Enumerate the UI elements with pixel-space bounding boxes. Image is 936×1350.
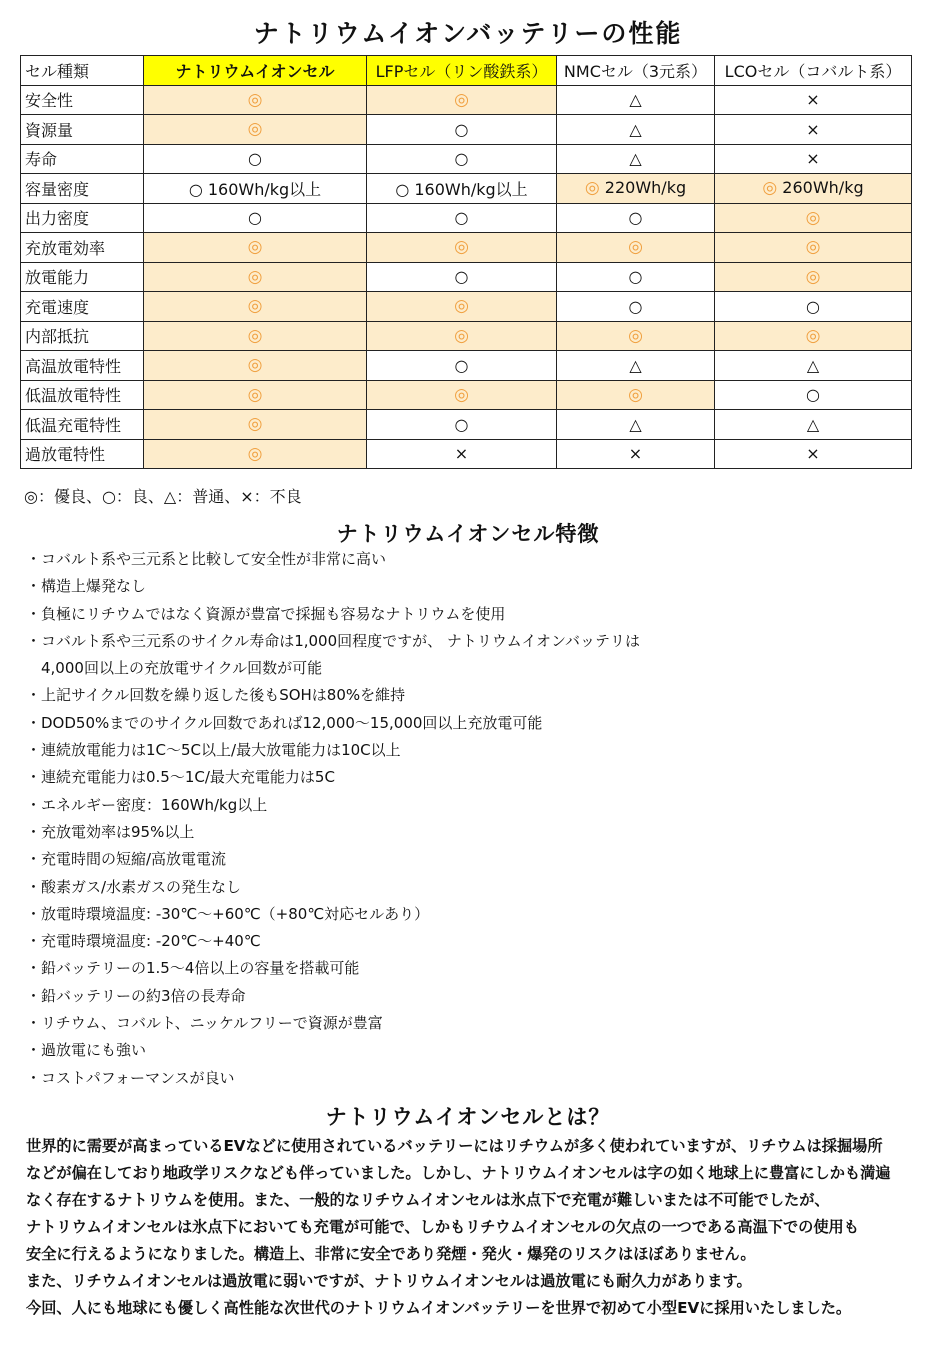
table-cell: × — [715, 115, 912, 145]
table-cell: ○ 160Wh/kg以上 — [367, 174, 557, 204]
table-cell: ○ — [367, 351, 557, 381]
header-cell-lfp: LFPセル（リン酸鉄系） — [367, 56, 557, 86]
table-cell — [715, 174, 912, 204]
table-row — [21, 85, 912, 115]
table-row — [21, 203, 912, 233]
excellent-mark: ◎ — [628, 325, 643, 346]
table-cell: × — [715, 439, 912, 469]
feature-item: ・連続充電能力は0.5～1C/最大充電能力は5C — [26, 768, 335, 787]
table-cell — [557, 233, 715, 263]
excellent-mark: ◎ — [247, 89, 263, 110]
feature-item: 4,000回以上の充放電サイクル回数が可能 — [26, 659, 323, 678]
table-cell — [715, 203, 912, 233]
feature-item: ・DOD50%までのサイクル回数であれば12,000～15,000回以上充放電可能 — [26, 713, 543, 732]
excellent-mark: ◎ — [247, 355, 263, 376]
table-cell — [715, 321, 912, 351]
feature-item: ・鉛バッテリーの1.5～4倍以上の容量を搭載可能 — [26, 959, 360, 978]
excellent-mark: ◎ — [628, 237, 643, 258]
feature-item: ・エネルギー密度：160Wh/kg以上 — [26, 795, 268, 814]
feature-item: ・リチウム、コバルト、ニッケルフリーで資源が豊富 — [26, 1014, 383, 1033]
legend: ◎：優良、○：良、△：普通、×：不良 — [24, 487, 302, 506]
excellent-mark: ◎ — [454, 89, 469, 110]
excellent-mark: ◎ — [805, 325, 821, 346]
table-cell: ○ — [557, 203, 715, 233]
table-cell: ○ — [367, 262, 557, 292]
features-list — [26, 549, 640, 1095]
excellent-mark: ◎ — [805, 207, 821, 228]
feature-item: ・負極にリチウムではなく資源が豊富で採掘も容易なナトリウムを使用 — [26, 604, 506, 623]
table-cell: △ — [557, 410, 715, 440]
table-cell: × — [557, 439, 715, 469]
excellent-mark: ◎ — [454, 384, 469, 405]
table-cell: ○ 160Wh/kg以上 — [144, 174, 367, 204]
excellent-mark: ◎ — [247, 119, 263, 140]
row-label: 安全性 — [21, 85, 144, 115]
about-line: 安全に行えるようになりました。構造上、非常に安全であり発煙・発火・爆発のリスクはほぼありません。 — [26, 1245, 756, 1263]
row-label: 充電速度 — [21, 292, 144, 322]
table-cell — [367, 380, 557, 410]
feature-item: ・コストパフォーマンスが良い — [26, 1068, 235, 1087]
table-row — [21, 410, 912, 440]
row-label: 高温放電特性 — [21, 351, 144, 381]
row-label: 資源量 — [21, 115, 144, 145]
table-cell — [144, 262, 367, 292]
table-header-row — [21, 56, 912, 86]
about-line: ナトリウムイオンセルは氷点下においても充電が可能で、しかもリチウムイオンセルの欠点の一つである高温下での使用も — [26, 1218, 859, 1236]
excellent-mark: ◎ — [584, 178, 600, 199]
about-paragraph — [26, 1133, 921, 1322]
table-cell: △ — [557, 351, 715, 381]
feature-item: ・過放電にも強い — [26, 1041, 147, 1060]
about-line: また、リチウムイオンセルは過放電に弱いですが、ナトリウムイオンセルは過放電にも耐久力があります。 — [26, 1272, 752, 1290]
header-cell-lco: LCOセル（コバルト系） — [715, 56, 912, 86]
row-label: 低温放電特性 — [21, 380, 144, 410]
table-cell: △ — [557, 85, 715, 115]
excellent-mark: ◎ — [247, 384, 263, 405]
about-line: 今回、人にも地球にも優しく高性能な次世代のナトリウムイオンバッテリーを世界で初めて小型EVに採用いたしました。 — [26, 1299, 852, 1317]
table-cell: ○ — [144, 203, 367, 233]
table-row — [21, 233, 912, 263]
table-row — [21, 115, 912, 145]
header-cell-sodium: ナトリウムイオンセル — [144, 56, 367, 86]
table-cell: × — [715, 144, 912, 174]
excellent-mark: ◎ — [247, 443, 263, 464]
about-line: 世界的に需要が高まっているEVなどに使用されているバッテリーにはリチウムが多く使われていますが、リチウムは採掘場所 — [26, 1137, 883, 1155]
table-cell — [144, 85, 367, 115]
table-cell: ○ — [715, 380, 912, 410]
table-row — [21, 380, 912, 410]
table-cell: × — [367, 439, 557, 469]
excellent-mark: ◎ — [454, 325, 469, 346]
table-row — [21, 321, 912, 351]
excellent-mark: ◎ — [247, 266, 263, 287]
row-label: 寿命 — [21, 144, 144, 174]
table-cell — [144, 292, 367, 322]
row-label: 容量密度 — [21, 174, 144, 204]
row-label: 内部抵抗 — [21, 321, 144, 351]
features-heading: ナトリウムイオンセル特徴 — [336, 522, 600, 546]
table-cell — [144, 115, 367, 145]
row-label: 低温充電特性 — [21, 410, 144, 440]
header-cell-nmc: NMCセル（3元系） — [557, 56, 715, 86]
feature-item: ・充電時環境温度: -20℃～+40℃ — [26, 932, 261, 951]
table-cell — [715, 262, 912, 292]
feature-item: ・鉛バッテリーの約3倍の長寿命 — [26, 986, 246, 1005]
feature-item: ・酸素ガス/水素ガスの発生なし — [26, 877, 242, 896]
table-cell: ○ — [367, 115, 557, 145]
table-row — [21, 174, 912, 204]
feature-item: ・充電時間の短縮/高放電電流 — [26, 850, 227, 869]
table-row — [21, 439, 912, 469]
table-cell: ○ — [144, 144, 367, 174]
about-heading: ナトリウムイオンセルとは？ — [325, 1105, 611, 1129]
table-cell: ○ — [557, 262, 715, 292]
row-label: 出力密度 — [21, 203, 144, 233]
header-cell-type: セル種類 — [21, 56, 144, 86]
table-cell — [144, 233, 367, 263]
excellent-mark: ◎ — [762, 178, 778, 199]
table-cell — [715, 233, 912, 263]
excellent-mark: ◎ — [247, 237, 263, 258]
table-cell — [144, 410, 367, 440]
table-cell: ○ — [557, 292, 715, 322]
table-cell: ○ — [367, 144, 557, 174]
excellent-mark: ◎ — [247, 414, 263, 435]
table-cell — [557, 380, 715, 410]
table-cell: △ — [557, 144, 715, 174]
table-cell — [557, 321, 715, 351]
row-label: 充放電効率 — [21, 233, 144, 263]
table-row — [21, 351, 912, 381]
feature-item: ・放電時環境温度: -30℃～+60℃（+80℃対応セルあり） — [26, 904, 430, 923]
performance-table — [20, 55, 912, 469]
feature-item: ・コバルト系や三元系と比較して安全性が非常に高い — [26, 550, 387, 568]
table-row — [21, 292, 912, 322]
table-cell — [144, 351, 367, 381]
feature-item: ・連続放電能力は1C～5C以上/最大放電能力は10C以上 — [26, 741, 401, 760]
feature-item: ・充放電効率は95%以上 — [26, 822, 195, 841]
table-cell: × — [715, 85, 912, 115]
feature-item: ・上記サイクル回数を繰り返した後もSOHは80%を維持 — [26, 686, 406, 705]
table-row — [21, 262, 912, 292]
page-title: ナトリウムイオンバッテリーの性能 — [253, 19, 683, 48]
table-cell — [144, 439, 367, 469]
table-cell: △ — [715, 410, 912, 440]
excellent-mark: ◎ — [454, 296, 469, 317]
table-cell: △ — [557, 115, 715, 145]
table-row — [21, 144, 912, 174]
excellent-mark: ◎ — [805, 237, 821, 258]
table-cell: ○ — [367, 203, 557, 233]
table-cell — [144, 380, 367, 410]
about-line: などが偏在しており地政学リスクなども伴っていました。しかし、ナトリウムイオンセルは字の如く地球上に豊富にしかも満遍 — [26, 1164, 891, 1182]
table-cell — [367, 85, 557, 115]
excellent-mark: ◎ — [454, 237, 469, 258]
excellent-mark: ◎ — [247, 296, 263, 317]
excellent-mark: ◎ — [247, 325, 263, 346]
row-label: 放電能力 — [21, 262, 144, 292]
table-cell — [367, 321, 557, 351]
feature-item: ・コバルト系や三元系のサイクル寿命は1,000回程度ですが、 ナトリウムイオンバッテリは — [26, 631, 640, 650]
excellent-mark: ◎ — [628, 384, 643, 405]
table-cell: ○ — [715, 292, 912, 322]
about-line: なく存在するナトリウムを使用。また、一般的なリチウムイオンセルは氷点下で充電が難しいまたは不可能でしたが、 — [26, 1191, 830, 1209]
row-label: 過放電特性 — [21, 439, 144, 469]
cell-value: 220Wh/kg — [599, 178, 687, 198]
table-cell: △ — [715, 351, 912, 381]
table-cell — [557, 174, 715, 204]
table-cell — [367, 292, 557, 322]
table-cell — [367, 233, 557, 263]
cell-value: 260Wh/kg — [777, 178, 864, 198]
table-cell — [144, 321, 367, 351]
table-cell: ○ — [367, 410, 557, 440]
feature-item: ・構造上爆発なし — [26, 577, 147, 596]
excellent-mark: ◎ — [805, 266, 821, 287]
